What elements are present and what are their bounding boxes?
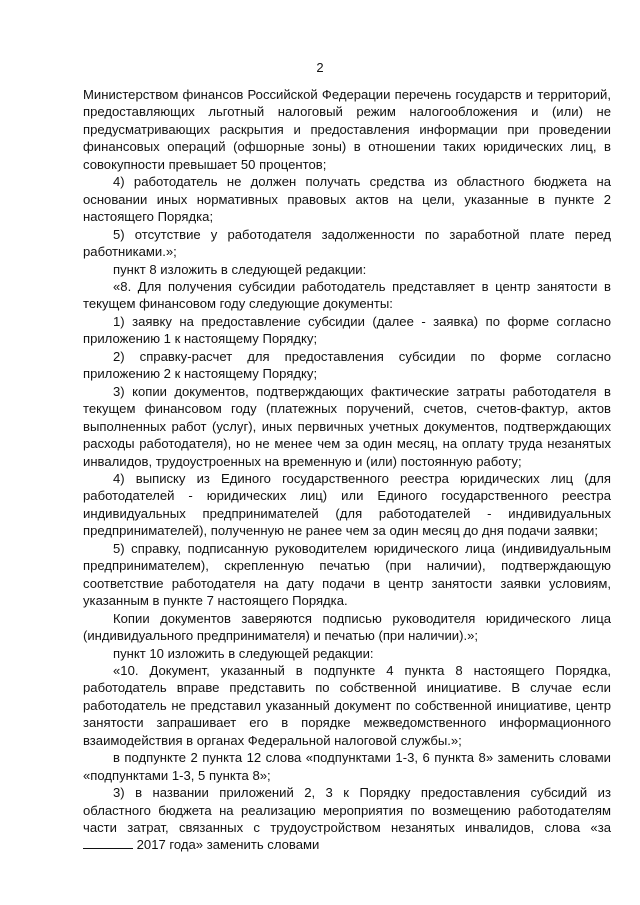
paragraph-clause-10: «10. Документ, указанный в подпункте 4 пункта 8 настоящего Порядка, работодатель вправе представить по собственной инициативе. В случае если работодатель не представил указанный документ по собственной инициативе, центр занятости запрашивает его в порядке межведомственного информационного взаимодействия в органах Федеральной налоговой службы.»;: [83, 662, 611, 748]
paragraph-copies-certification: Копии документов заверяются подписью руководителя юридического лица (индивидуального предпринимателя) и печатью (при наличии).»;: [83, 610, 611, 644]
page-number: 2: [316, 60, 324, 75]
appendix-titles-tail: 2017 года» заменить словами: [136, 837, 320, 853]
paragraph-clause-8-item-2: 2) справку-расчет для предоставления субсидии по форме согласно приложению 2 к настоящему Порядку;: [83, 348, 611, 382]
paragraph-clause-8-item-5: 5) справку, подписанную руководителем юридического лица (индивидуальным предпринимателем), скрепленную печатью (при наличии), подтверждающую соответствие работодателя на дату подачи в центр занятости заявки условиям, указанным в пункте 7 настоящего Порядка.: [83, 540, 611, 609]
paragraph-amend-clause-10: пункт 10 изложить в следующей редакции:: [113, 645, 374, 661]
paragraph-clause-8: «8. Для получения субсидии работодатель представляет в центр занятости в текущем финансовом году следующие документы:: [83, 278, 611, 312]
paragraph-continuation: Министерством финансов Российской Федерации перечень государств и территорий, предоставляющих льготный налоговый режим налогообложения и (или) не предусматривающих раскрытия и предоставления информации при проведении финансовых операций (офшорные зоны) в отношении таких юридических лиц, в совокупности превышает 50 процентов;: [83, 87, 611, 172]
paragraph-appendix-titles: [83, 784, 611, 854]
blank-underline: [83, 838, 133, 849]
paragraph-item-5: 5) отсутствие у работодателя задолженности по заработной плате перед работниками.»;: [83, 226, 611, 260]
paragraph-clause-12-amendment: в подпункте 2 пункта 12 слова «подпунктами 1-3, 6 пункта 8» заменить словами «подпунктами 1-3, 5 пункта 8»;: [83, 750, 611, 783]
paragraph-clause-8-item-1: 1) заявку на предоставление субсидии (далее - заявка) по форме согласно приложению 1 к настоящему Порядку;: [83, 313, 611, 347]
paragraph-amend-clause-8: пункт 8 изложить в следующей редакции:: [113, 261, 367, 277]
document-body: [83, 86, 611, 854]
paragraph-item-4: 4) работодатель не должен получать средства из областного бюджета на основании иных нормативных правовых актов на цели, указанные в пункте 2 настоящего Порядка;: [83, 174, 611, 225]
appendix-titles-text: 3) в названии приложений 2, 3 к Порядку предоставления субсидий из областного бюджета на реализацию мероприятия по возмещению работодателям части затрат, связанных с трудоустройством незанятых инвалидов, слова «за: [83, 785, 611, 836]
paragraph-clause-8-item-3: 3) копии документов, подтверждающих фактические затраты работодателя в текущем финансовом году (платежных поручений, счетов, счетов-фактур, актов выполненных работ (услуг), иных первичных учетных документов, подтверждающих расходы работодателя), но не менее чем за один месяц, на оплату труда незанятых инвалидов, трудоустроенных на временную и (или) постоянную работу;: [83, 383, 611, 469]
paragraph-clause-8-item-4: 4) выписку из Единого государственного реестра юридических лиц (для работодателей - юридических лиц) или Единого государственного реестра индивидуальных предпринимателей (для работодателей - индивидуальных предпринимателей), полученную не ранее чем за один месяц до дня подачи заявки;: [83, 470, 611, 539]
